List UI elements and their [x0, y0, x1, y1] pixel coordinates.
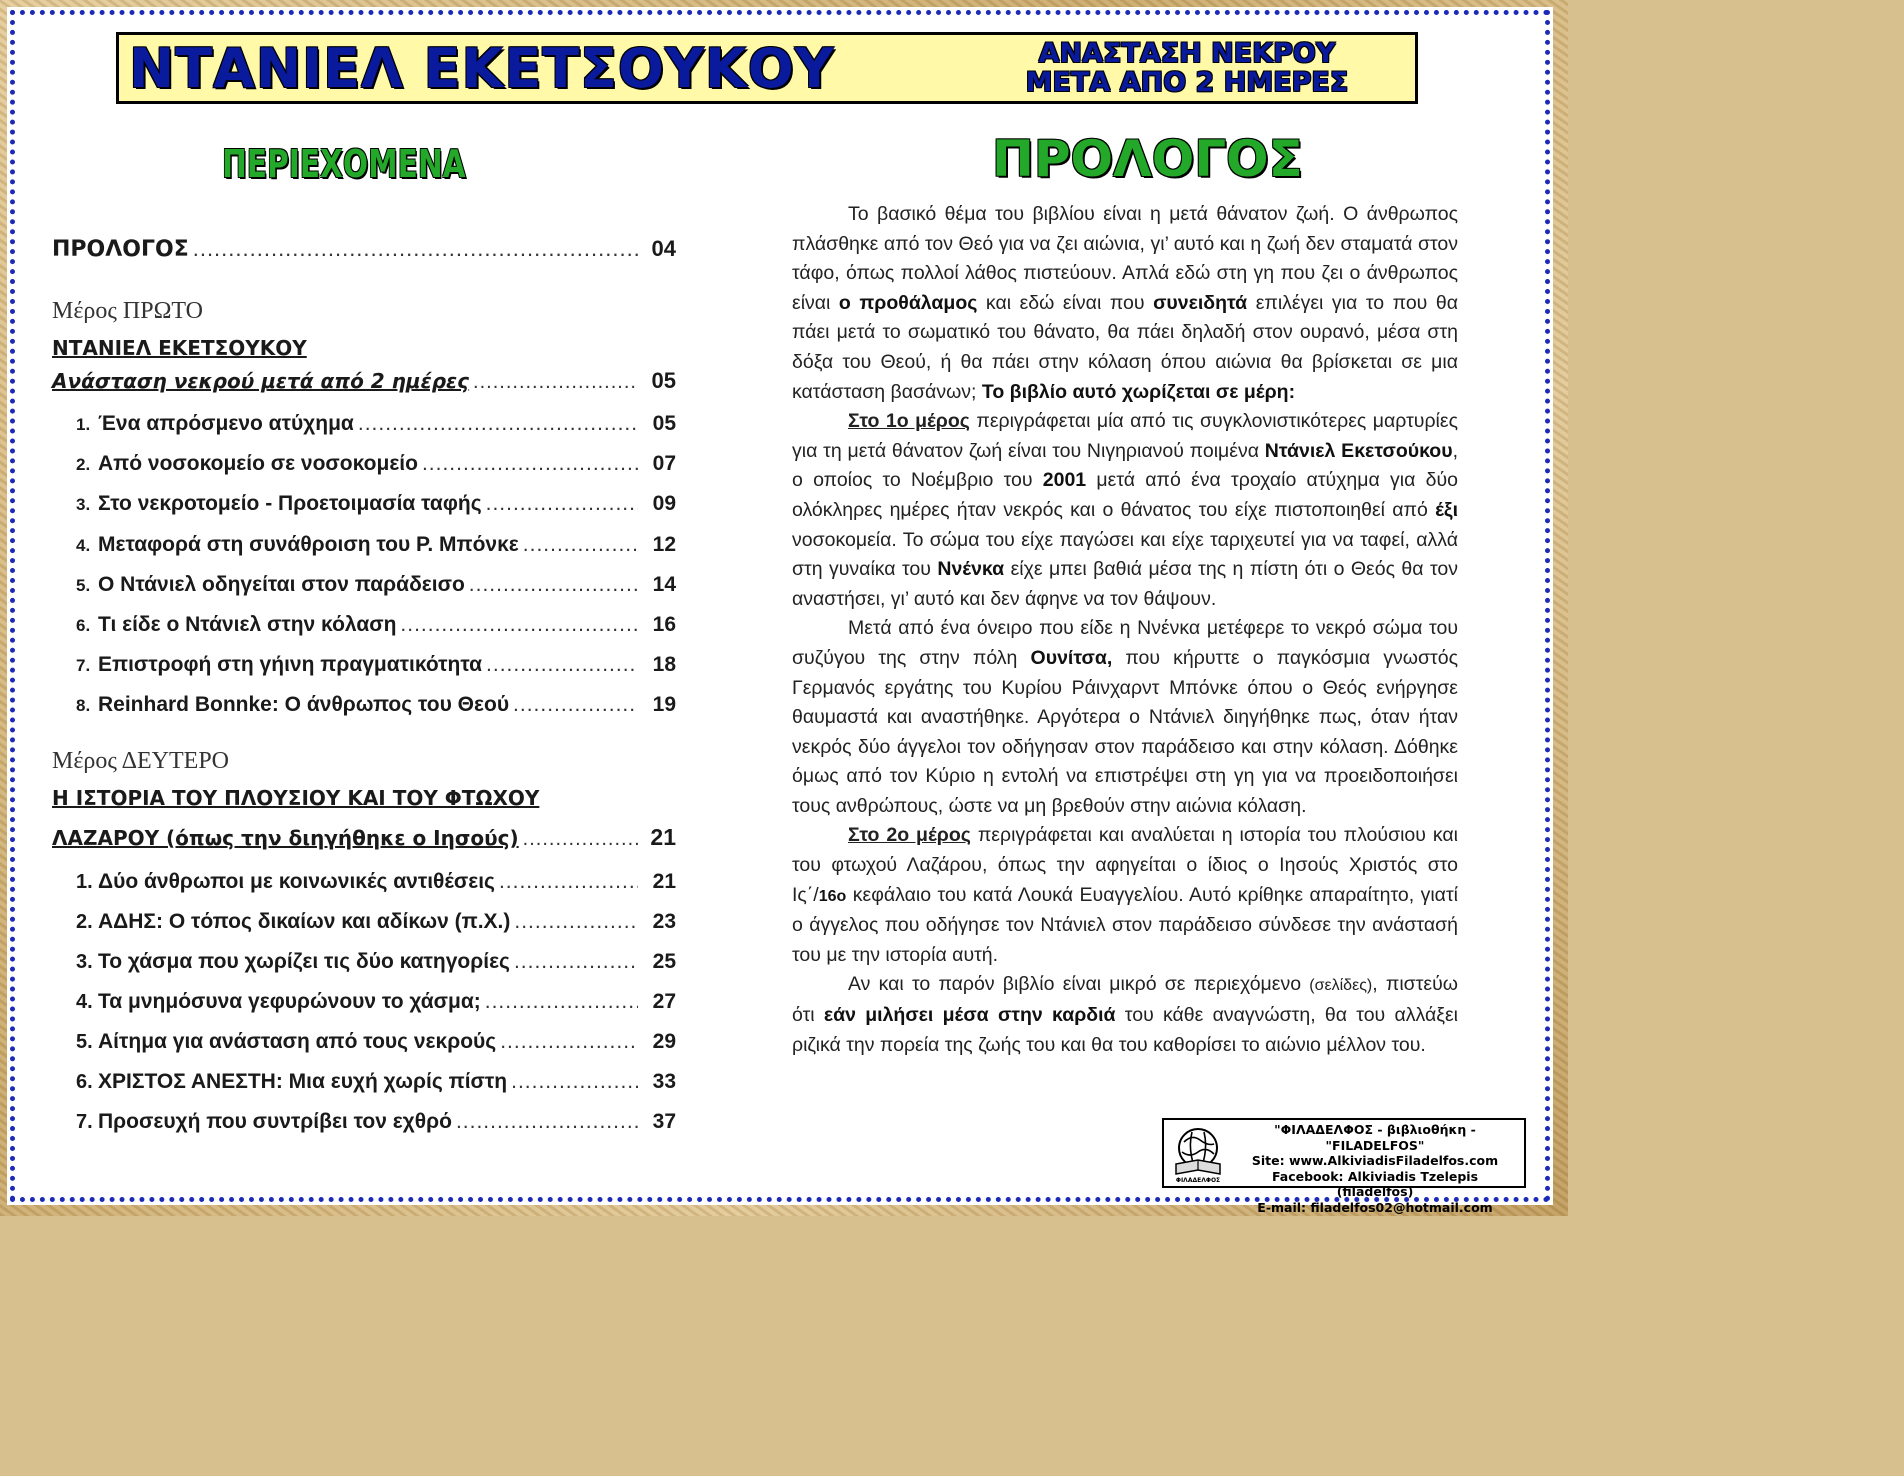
toc-item-number: 5. [76, 1031, 93, 1053]
toc-item-label: Ένα απρόσμενο ατύχημα [98, 412, 354, 435]
toc-item-row[interactable] [52, 412, 676, 436]
dot-leader [514, 910, 638, 934]
text-run: νοσοκομεία. Το σώμα του είχε παγώσει και είχε ταριχευτεί για να ταφεί, αλλά στη γυναίκα του [792, 528, 1458, 581]
toc-item-label: Δύο άνθρωποι με κοινωνικές αντιθέσεις [98, 870, 495, 893]
prologue-paragraph [792, 200, 1458, 407]
stamp-lines [1232, 1122, 1518, 1215]
toc-item-number: 6. [76, 616, 91, 635]
toc-item-number: 3. [76, 951, 93, 973]
text-run: του κάθε αναγνώστη, θα του αλλάξει ριζικά την πορεία της ζωής του και θα του καθορίσει το αιώνιο μέλλον του. [792, 1004, 1458, 1056]
prologue-paragraph [792, 821, 1458, 970]
text-run-bold: Ντάνιελ Εκετσούκου [1264, 439, 1453, 462]
toc-page-number: 23 [652, 910, 676, 933]
text-run-underlined: Στο 2ο μέρος [848, 824, 971, 847]
toc-item-text [52, 533, 519, 557]
text-run: μετά από ένα τροχαίο ατύχημα για δύο ολόκληρες ημέρες ήταν νεκρός και ο θάνατος του είχε πιστοποιηθεί από [792, 469, 1458, 521]
text-run: Αν και το παρόν βιβλίο είναι μικρό σε περιεχόμενο [848, 973, 1310, 996]
text-run-bold: συνειδητά [1153, 291, 1248, 314]
toc-item-text [52, 1110, 452, 1134]
toc-item-row[interactable] [52, 1030, 676, 1054]
toc-item-text [52, 492, 482, 516]
toc-item-number: 4. [76, 535, 91, 555]
dot-leader [513, 693, 638, 717]
dot-leader [486, 653, 638, 677]
toc-item-label: ΧΡΙΣΤΟΣ ΑΝΕΣΤΗ: Μια ευχή χωρίς πίστη [98, 1070, 508, 1093]
toc-page-number: 37 [652, 1110, 676, 1133]
toc-page-number: 25 [652, 950, 676, 973]
toc-item-row[interactable] [52, 533, 676, 557]
toc-entry-label: ΠΡΟΛΟΓΟΣ [52, 237, 189, 262]
part1-title-row[interactable] [52, 368, 676, 394]
prologue-paragraph [792, 614, 1458, 821]
dot-leader [511, 1070, 638, 1094]
toc-item-text [52, 990, 481, 1014]
toc-item-number: 2. [76, 455, 91, 475]
text-run-underlined: Στο 1ο μέρος [848, 410, 970, 433]
toc-item-row[interactable] [52, 1110, 676, 1134]
text-run: περιγράφεται μία από τις συγκλονιστικότερες μαρτυρίες για τη μετά θάνατον ζωή είναι του Νιγηριανού ποιμένα [792, 410, 1458, 462]
text-run: Μετά από ένα όνειρο που είδε η Ννένκα μετέφερε το νεκρό σώμα του συζύγου της στην πόλη [792, 617, 1458, 669]
dot-leader [473, 371, 638, 394]
toc-page-number: 05 [651, 368, 676, 393]
text-run-bold: 16ο [818, 887, 847, 905]
toc-item-row[interactable] [52, 950, 676, 974]
part2-subtitle: Η ΙΣΤΟΡΙΑ ΤΟΥ ΠΛΟΥΣΙΟΥ ΚΑΙ ΤΟΥ ΦΤΩΧΟΥ [52, 786, 540, 810]
banner-title: ΝΤΑΝΙΕΛ ΕΚΕΤΣΟΥΚΟΥ [129, 36, 835, 100]
toc-prologue-row[interactable] [52, 236, 676, 262]
toc-item-label: Το χάσμα που χωρίζει τις δύο κατηγορίες [98, 950, 510, 973]
part2-subtitle2: ΛΑΖΑΡΟΥ (όπως την διηγήθηκε ο Ιησούς) [52, 826, 519, 850]
toc-item-text [52, 653, 482, 677]
toc-page-number: 12 [652, 532, 676, 556]
text-run: περιγράφεται και αναλύεται η ιστορία του πλούσιου και του φτωχού Λαζάρου, όπως την αφηγείται ο ίδιος ο Ιησούς Χριστός στο Ις΄/ [792, 824, 1458, 906]
prologue-title: ΠΡΟΛΟΓΟΣ [992, 130, 1303, 188]
stamp-facebook[interactable]: Facebook: Alkiviadis Tzelepis (filadelfos) [1271, 1168, 1479, 1199]
part1-subtitle2: Ανάσταση νεκρού μετά από 2 ημέρες [52, 369, 470, 393]
toc-page-number: 09 [652, 492, 676, 516]
toc-page-number: 16 [652, 613, 676, 636]
toc-item-row[interactable] [52, 910, 676, 934]
toc-page-number: 21 [652, 870, 676, 893]
toc-item-text [52, 870, 495, 894]
toc-item-label: Τα μνημόσυνα γεφυρώνουν το χάσμα; [98, 990, 481, 1013]
toc-item-number: 8. [76, 696, 91, 716]
text-run: είχε μπει βαθιά μέσα της η πίστη ότι ο Θεός θα τον αναστήσει, γι’ αυτό και δεν άφηνε να τον θάψουν. [792, 558, 1458, 610]
toc-item-label: ΑΔΗΣ: Ο τόπος δικαίων και αδίκων (π.Χ.) [98, 910, 511, 933]
text-run-bold: ο προθάλαμος [838, 291, 978, 314]
dot-leader [485, 990, 638, 1014]
toc-item-row[interactable] [52, 693, 676, 717]
toc-page-number: 14 [652, 572, 676, 596]
text-run-bold: εάν μιλήσει μέσα στην καρδιά [823, 1004, 1116, 1027]
toc-item-label: Από νοσοκομείο σε νοσοκομείο [98, 452, 418, 476]
stamp-website[interactable]: Site: www.AlkiviadisFiladelfos.com [1251, 1153, 1499, 1168]
toc-item-text [52, 910, 510, 934]
part2-title-row[interactable] [52, 824, 676, 851]
toc-item-label: Προσευχή που συντρίβει τον εχθρό [98, 1110, 452, 1133]
text-run: κεφάλαιο του κατά Λουκά Ευαγγελίου. Αυτό κρίθηκε απαραίτητο, γιατί ο άγγελος που οδήγησε τον Ντάνιελ στον παράδεισο σύνδεσε την ανάστασή του με την ιστορία αυτή. [792, 883, 1458, 966]
toc-item-number: 5. [76, 575, 91, 595]
toc-item-number: 2. [76, 911, 93, 933]
toc-item-text [52, 412, 354, 436]
toc-item-text [52, 452, 418, 476]
publisher-stamp [1162, 1118, 1526, 1215]
toc-item-row[interactable] [52, 452, 676, 476]
toc-item-text [52, 1070, 507, 1094]
dot-leader [523, 828, 638, 851]
toc-page-number: 07 [652, 452, 676, 476]
text-run: που κήρυττε ο παγκόσμια γνωστός Γερμανός εργάτης του Κυρίου Ράινχαρντ Μπόνκε όπου ο Θεός ενήργησε θαυμαστά και αναστήθηκε. Αργότερα ο Ντάνιελ διηγήθηκε πως, όταν ήταν νεκρός δύο άγγελοι τον οδήγησαν στον παράδεισο και στην κόλαση. Δόθηκε όμως από τον Κύριο η εντολή να επιστρέψει στη γη για να προειδοποιήσει τους ανθρώπους, ώστε να μη βρεθούν στην αιώνια κόλαση. [792, 646, 1458, 817]
toc-page-number: 19 [652, 693, 676, 717]
dot-leader [456, 1110, 638, 1134]
toc-item-number: 7. [76, 656, 91, 676]
toc-page-number: 29 [652, 1030, 676, 1053]
toc-item-number: 7. [76, 1111, 93, 1133]
toc-page-number: 18 [652, 653, 676, 677]
stamp-email[interactable]: E-mail: filadelfos02@hotmail.com [1257, 1199, 1493, 1215]
dot-leader [499, 870, 638, 894]
toc-item-row[interactable] [52, 492, 676, 516]
toc-item-number: 3. [76, 495, 91, 515]
toc-item-row[interactable] [52, 613, 676, 637]
toc-item-label: Αίτημα για ανάσταση από τους νεκρούς [98, 1030, 497, 1053]
toc-item-row[interactable] [52, 870, 676, 894]
text-run: , πιστεύω ότι [792, 973, 1458, 1027]
toc-item-text [52, 1030, 496, 1054]
text-run-bold: 2001 [1042, 469, 1087, 492]
toc-item-label: Μεταφορά στη συνάθροιση του Ρ. Μπόνκε [98, 532, 519, 556]
toc-item-label: Στο νεκροτομείο - Προετοιμασία ταφής [98, 492, 482, 516]
dot-leader [358, 412, 638, 436]
toc-item-number: 1. [76, 415, 91, 434]
part2-heading: Μέρος ΔΕΥΤΕΡΟ [52, 748, 229, 774]
toc-item-row[interactable] [52, 653, 676, 677]
dot-leader [422, 452, 638, 476]
toc-item-label: Τι είδε ο Ντάνιελ στην κόλαση [98, 613, 397, 636]
toc-page-number: 21 [650, 824, 676, 850]
dot-leader [486, 492, 638, 516]
toc-item-number: 4. [76, 991, 93, 1013]
toc-item-text [52, 613, 396, 637]
prologue-text [792, 200, 1458, 1060]
text-run-small: (σελίδες) [1309, 977, 1373, 995]
text-run-bold: Το βιβλίο αυτό χωρίζεται σε μέρη: [981, 380, 1296, 403]
banner-subtitle-line2: ΜΕΤΑ ΑΠΟ 2 ΗΜΕΡΕΣ [1025, 67, 1349, 98]
text-run: και εδώ είναι που [977, 291, 1154, 314]
prologue-paragraph [792, 407, 1458, 614]
globe-book-logo-icon [1170, 1124, 1226, 1184]
toc-item-row[interactable] [52, 990, 676, 1014]
banner-subtitle-line1: ΑΝΑΣΤΑΣΗ ΝΕΚΡΟΥ [1038, 38, 1336, 69]
toc-item-label: Επιστροφή στη γήινη πραγματικότητα [98, 653, 483, 677]
toc-item-number: 1. [76, 871, 93, 893]
toc-page-number: 04 [651, 236, 676, 261]
toc-item-text [52, 950, 510, 974]
prologue-paragraph [792, 970, 1458, 1060]
text-run: , ο οποίος το Νοέμβριο του [792, 439, 1458, 492]
text-run: επιλέγει για το που θα πάει μετά το σωματικό του θάνατο, θα πάει δηλαδή στον ουρανό, μέσα στη δόξα του Θεού, ή θα πάει στην κόλαση όπου αιώνια θα βρίσκεται σε μια κατάσταση βασάνων; [792, 291, 1458, 403]
toc-item-number: 6. [76, 1071, 93, 1093]
toc-item-label: Ο Ντάνιελ οδηγείται στον παράδεισο [98, 572, 465, 596]
toc-item-text [52, 573, 465, 597]
part1-heading: Μέρος ΠΡΩΤΟ [52, 298, 203, 324]
toc-page-number: 05 [652, 412, 676, 435]
title-banner [116, 32, 1418, 104]
banner-subtitle [965, 39, 1409, 97]
logo-caption: ΦΙΛΑΔΕΛΦΟΣ [1175, 1177, 1221, 1184]
dot-leader [400, 613, 638, 637]
toc-title: ΠΕΡΙΕΧΟΜΕΝΑ [222, 142, 466, 186]
dot-leader [523, 533, 638, 557]
dot-leader [500, 1030, 638, 1054]
toc-item-text [52, 693, 509, 717]
toc-item-label: Reinhard Bonnke: Ο άνθρωπος του Θεού [98, 693, 510, 717]
toc-page-number: 27 [652, 990, 676, 1013]
text-run-bold: Ννένκα [937, 558, 1005, 581]
text-run: Το βασικό θέμα του βιβλίου είναι η μετά θάνατον ζωή. Ο άνθρωπος πλάσθηκε από τον Θεό για να ζει αιώνια, γι’ αυτό και η ζωή δεν σταματά στον τάφο, όπως πολλοί λάθος πιστεύουν. Απλά εδώ στη γη που ζει ο άνθρωπος είναι [792, 203, 1458, 314]
part1-subtitle: ΝΤΑΝΙΕΛ ΕΚΕΤΣΟΥΚΟΥ [52, 336, 307, 360]
dot-leader [514, 950, 638, 974]
text-run-bold: έξι [1435, 498, 1458, 521]
toc-item-row[interactable] [52, 573, 676, 597]
dot-leader [469, 573, 638, 597]
toc-item-row[interactable] [52, 1070, 676, 1094]
text-run-bold: Ουνίτσα, [1030, 646, 1113, 669]
dot-leader [193, 236, 638, 262]
toc-page-number: 33 [652, 1070, 676, 1093]
stamp-line: "ΦΙΛΑΔΕΛΦΟΣ - βιβλιοθήκη - "FILADELFOS" [1274, 1122, 1476, 1153]
